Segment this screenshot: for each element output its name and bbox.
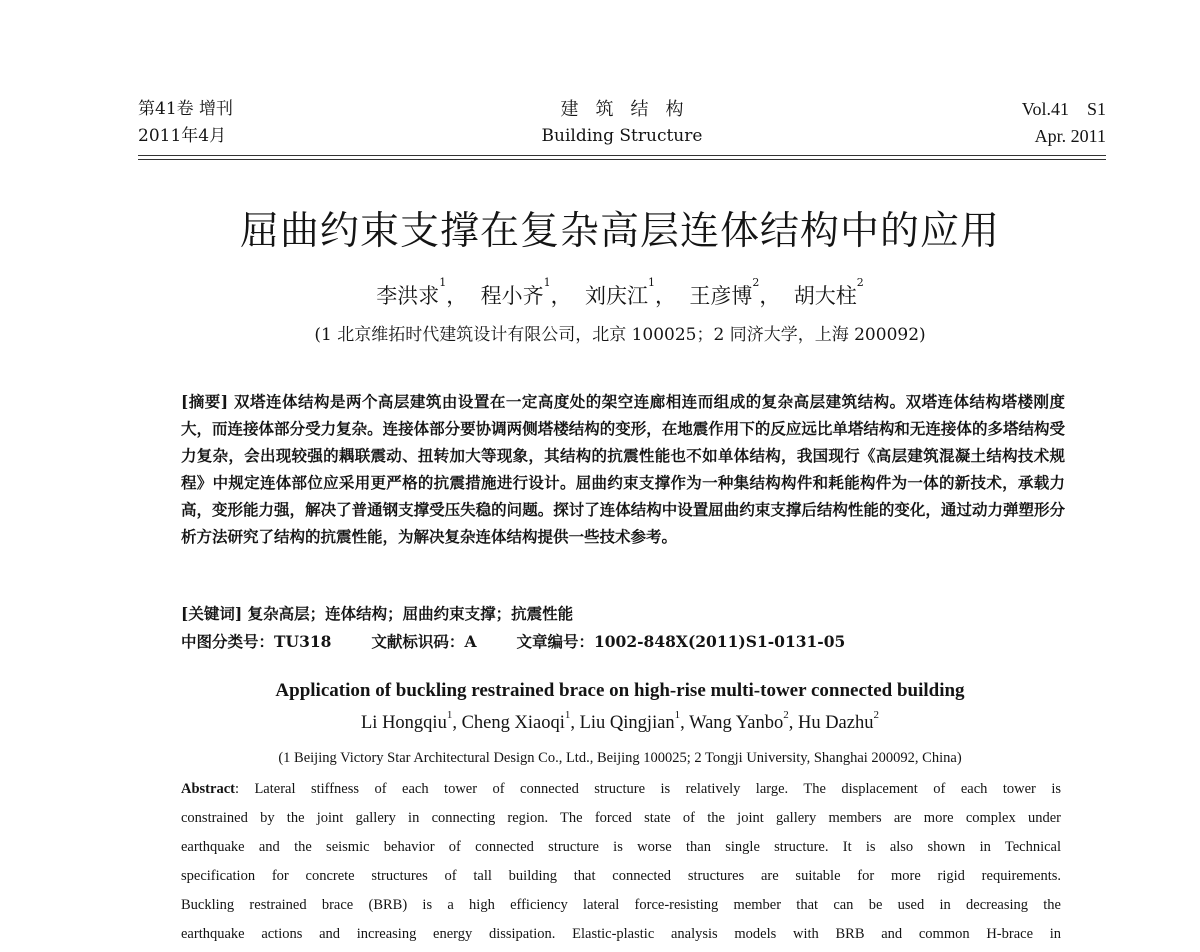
abstract-en-line: earthquake actions and increasing energy dissipation. Elastic-plastic analysis models with BRB and common H-brace in	[181, 926, 1061, 942]
author-name-en: Li Hongqiu	[361, 713, 447, 733]
author-affiliation-mark: 1	[446, 709, 453, 721]
author-name: 王彦博	[689, 284, 753, 308]
keywords-text: 复杂高层；连体结构；屈曲约束支撑；抗震性能	[247, 604, 574, 623]
journal-name	[138, 96, 1106, 150]
author-name-en: Liu Qingjian	[579, 713, 675, 733]
paper-title: 屈曲约束支撑在复杂高层连体结构中的应用	[239, 209, 1000, 254]
author-affiliation-mark: 1	[648, 276, 655, 289]
publication-date: 2011年4月	[138, 126, 227, 146]
publication-date-en: Apr. 2011	[1034, 126, 1106, 146]
abstract-en-line: constrained by the joint gallery in connecting region. The forced state of the joint gallery members are more complex under	[181, 810, 1061, 826]
issue-info-en	[1022, 96, 1106, 150]
abstract-en-label: Abstract	[181, 781, 235, 797]
article-no-value: 1002-848X(2011)S1-0131-05	[593, 632, 846, 651]
author-affiliation-mark: 1	[564, 709, 571, 721]
keywords-label: [关键词]	[181, 604, 243, 623]
abstract-en	[181, 775, 1061, 949]
author-affiliation-mark: 1	[543, 276, 551, 289]
author-name: 胡大柱	[793, 284, 857, 308]
author-name: 程小齐	[480, 284, 544, 308]
doc-code-label: 文献标识码：	[371, 632, 465, 651]
article-no-label: 文章编号：	[516, 632, 594, 651]
author-name: 刘庆江	[585, 284, 648, 308]
abstract-en-line: Buckling restrained brace (BRB) is a high efficiency lateral force-resisting member that can be used in decreasing the	[181, 897, 1061, 913]
author-list: 李洪求$^1$， 程小齐$^1$， 刘庆江$^1$， 王彦博$^2$， 胡大柱$^2$	[376, 276, 864, 308]
header-rule-top	[138, 155, 1106, 156]
author-affiliation-mark: 1	[674, 709, 681, 721]
journal-name-en: Building Structure	[541, 126, 703, 146]
header-rule-bottom	[138, 159, 1106, 160]
author-affiliation-mark: 2	[783, 709, 789, 721]
journal-name-cn: 建筑结构	[560, 99, 701, 120]
author-name: 李洪求	[376, 284, 440, 308]
author-affiliation-mark: 1	[439, 276, 447, 289]
author-affiliation-mark: 2	[856, 276, 864, 289]
classification-line	[181, 630, 845, 654]
abstract-cn	[181, 388, 1065, 550]
paper-title-en: Application of buckling restrained brace on high-rise multi-tower connected building	[275, 680, 965, 701]
abstract-en-line: earthquake and the seismic behavior of connected structure is worse than single structure. It is also shown in Technical	[181, 839, 1061, 855]
volume-issue: 第41卷 增刊	[138, 99, 234, 119]
author-affiliation-mark: 2	[752, 276, 760, 289]
volume-issue-en: Vol.41 S1	[1021, 99, 1106, 119]
affiliation-en: (1 Beijing Victory Star Architectural Design Co., Ltd., Beijing 100025; 2 Tongji University, Shanghai 200092, China)	[278, 750, 962, 766]
author-list-en: Li Hongqiu$^1$, Cheng Xiaoqi$^1$, Liu Qingjian$^1$, Wang Yanbo$^2$, Hu Dazhu$^2$	[361, 709, 879, 733]
author-affiliation-mark: 2	[873, 709, 879, 721]
abstract-label: [摘要]	[181, 392, 229, 411]
journal-header	[138, 96, 1106, 150]
author-name-en: Wang Yanbo	[689, 713, 784, 733]
affiliation: (1 北京维拓时代建筑设计有限公司，北京 100025；2 同济大学，上海 200092)	[314, 325, 926, 345]
abstract-en-line: Abstract: Lateral stiffness of each tower of connected structure is relatively large. The displacement of each tower is	[181, 781, 1061, 797]
clc-value: TU318	[274, 632, 332, 651]
abstract-text: 双塔连体结构是两个高层建筑由设置在一定高度处的架空连廊相连而组成的复杂高层建筑结构。双塔连体结构塔楼刚度大，而连接体部分受力复杂。连接体部分要协调两侧塔楼结构的变形，在地震作用下的反应远比单塔结构和无连接体的多塔结构受力复杂，会出现较强的耦联震动、扭转加大等现象，其结构的抗震性能也不如单体结构，我国现行《高层建筑混凝土结构技术规程》中规定连体部位应采用更严格的抗震措施进行设计。屈曲约束支撑作为一种集结构构件和耗能构件为一体的新技术，承载力高，变形能力强，解决了普通钢支撑受压失稳的问题。探讨了连体结构中设置屈曲约束支撑后结构性能的变化，通过动力弹塑形分析方法研究了结构的抗震性能，为解决复杂连体结构提供一些技术参考。	[181, 392, 1065, 546]
doc-code-value: A	[464, 632, 477, 651]
abstract-en-line: specification for concrete structures of tall building that connected structures are suitable for more rigid requirements.	[181, 868, 1061, 884]
clc-label: 中图分类号：	[181, 632, 275, 651]
author-name-en: Hu Dazhu	[797, 713, 874, 733]
keywords	[181, 602, 573, 626]
author-name-en: Cheng Xiaoqi	[461, 713, 565, 733]
